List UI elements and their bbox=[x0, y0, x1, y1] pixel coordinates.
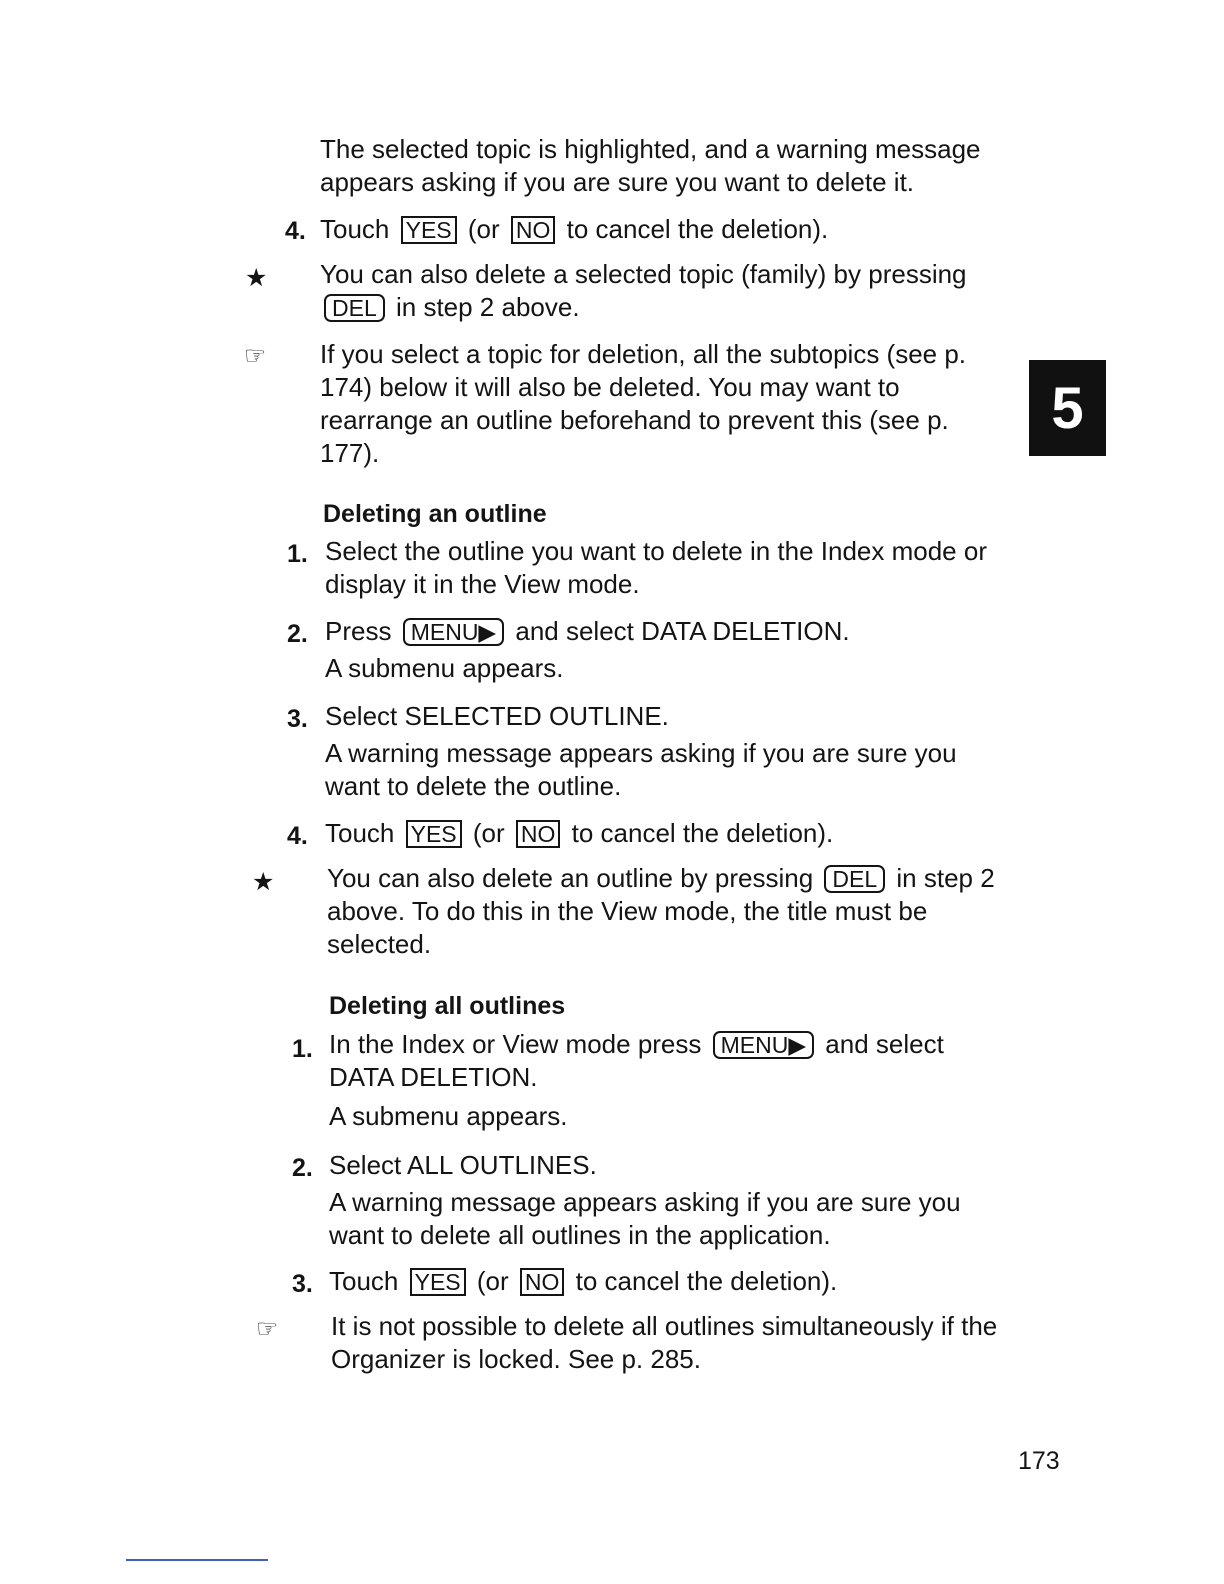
star-tip-icon: ★ bbox=[245, 264, 268, 292]
step-number: 4. bbox=[285, 217, 306, 245]
menu-key: MENU▶ bbox=[713, 1031, 814, 1059]
tip-text-pre: You can also delete a selected topic (family) by pressing bbox=[320, 259, 967, 289]
del-key: DEL bbox=[324, 294, 385, 322]
step-text-post: and select DATA DELETION. bbox=[515, 616, 850, 646]
step-text bbox=[329, 1028, 1009, 1094]
step-text bbox=[329, 1265, 1029, 1298]
star-tip-icon: ★ bbox=[252, 868, 275, 896]
step-result: A warning message appears asking if you are sure you want to delete all outlines in the application. bbox=[329, 1187, 961, 1250]
step-text bbox=[320, 213, 1020, 246]
no-key: NO bbox=[520, 1268, 565, 1296]
yes-key: YES bbox=[406, 820, 462, 848]
step-text-pre: Touch bbox=[320, 214, 390, 244]
step-text-post: to cancel the deletion). bbox=[566, 214, 829, 244]
section-heading: Deleting an outline bbox=[323, 500, 547, 528]
step-text-pre: Press bbox=[325, 616, 392, 646]
chapter-tab: 5 bbox=[1029, 360, 1106, 456]
intro-paragraph: The selected topic is highlighted, and a warning message appears asking if you are sure you want to delete it. bbox=[320, 134, 981, 197]
tip-text bbox=[320, 258, 1000, 324]
step-number: 4. bbox=[287, 822, 308, 850]
note-text: If you select a topic for deletion, all the subtopics (see p. 174) below it will also be deleted. You may want to rearrange an outline beforehand to prevent this (see p. 177). bbox=[320, 339, 967, 468]
step-text: Select ALL OUTLINES. bbox=[329, 1150, 597, 1180]
tip-text-post: in step 2 above. To do this in the View mode, the title must be selected. bbox=[327, 863, 995, 959]
step-text: Select SELECTED OUTLINE. bbox=[325, 701, 669, 731]
step-text-mid: (or bbox=[472, 818, 505, 848]
del-key: DEL bbox=[824, 865, 885, 893]
step-text-post: to cancel the deletion). bbox=[575, 1266, 838, 1296]
step-text-post: and select DATA DELETION. bbox=[329, 1029, 944, 1092]
step-number: 2. bbox=[292, 1154, 313, 1182]
menu-key: MENU▶ bbox=[403, 618, 504, 646]
step-text bbox=[325, 817, 1025, 850]
tip-text bbox=[327, 862, 1007, 961]
step-text bbox=[325, 615, 1015, 648]
pointing-hand-icon: ☞ bbox=[256, 1315, 279, 1343]
step-result: A submenu appears. bbox=[325, 653, 564, 683]
tip-text-pre: You can also delete an outline by pressing bbox=[327, 863, 814, 893]
yes-key: YES bbox=[401, 216, 457, 244]
step-number: 2. bbox=[287, 620, 308, 648]
step-number: 3. bbox=[287, 705, 308, 733]
step-number: 3. bbox=[292, 1270, 313, 1298]
step-result: A submenu appears. bbox=[329, 1101, 568, 1131]
yes-key: YES bbox=[410, 1268, 466, 1296]
footer-rule bbox=[126, 1559, 268, 1561]
step-text: Select the outline you want to delete in the Index mode or display it in the View mode. bbox=[325, 536, 987, 599]
tip-text-post: in step 2 above. bbox=[395, 292, 580, 322]
step-number: 1. bbox=[287, 540, 308, 568]
step-number: 1. bbox=[292, 1035, 313, 1063]
step-text-pre: Touch bbox=[325, 818, 395, 848]
step-text-mid: (or bbox=[476, 1266, 509, 1296]
step-text-post: to cancel the deletion). bbox=[571, 818, 834, 848]
section-heading: Deleting all outlines bbox=[329, 992, 566, 1020]
pointing-hand-icon: ☞ bbox=[244, 342, 267, 370]
no-key: NO bbox=[516, 820, 561, 848]
step-result: A warning message appears asking if you are sure you want to delete the outline. bbox=[325, 738, 957, 801]
note-text: It is not possible to delete all outlines simultaneously if the Organizer is locked. See p. 285. bbox=[331, 1311, 998, 1374]
step-text-pre: In the Index or View mode press bbox=[329, 1029, 702, 1059]
step-text-mid: (or bbox=[467, 214, 500, 244]
step-text-pre: Touch bbox=[329, 1266, 399, 1296]
no-key: NO bbox=[511, 216, 556, 244]
page-number: 173 bbox=[1018, 1447, 1060, 1475]
